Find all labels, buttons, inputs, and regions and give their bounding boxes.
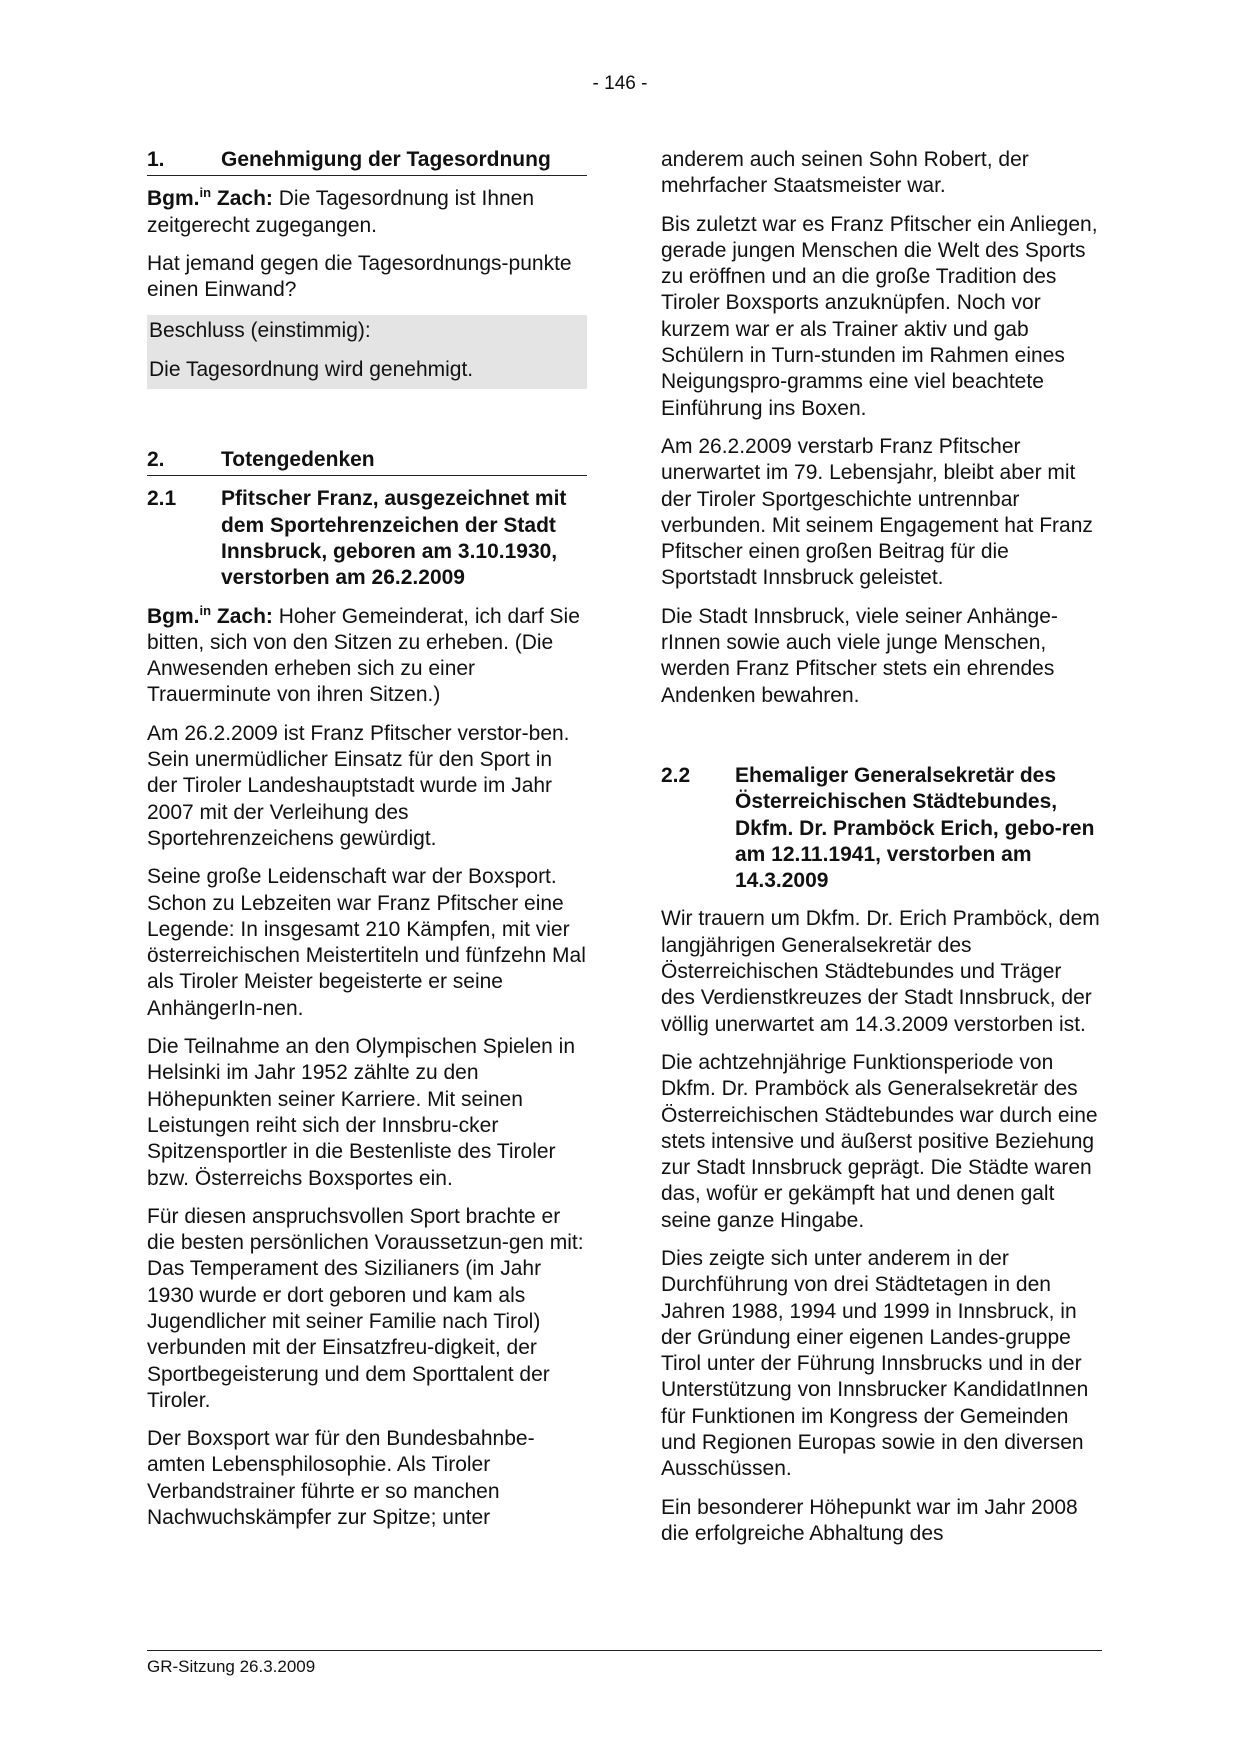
sub1-paragraph-9: Am 26.2.2009 verstarb Franz Pfitscher unerwartet im 79. Lebensjahr, bleibt aber mit der Tiroler Sportgeschichte untrennbar verbunden. Mit seinem Engagement hat Franz Pfitscher einen großen Beitrag für die Sportstadt Innsbruck geleistet. xyxy=(661,434,1093,590)
subsection-2-2-title: Ehemaliger Generalsekretär des Österreichischen Städtebundes, Dkfm. Dr. Pramböck Erich, gebo-ren am 12.11.1941, verstorben am 14.3.2009 xyxy=(735,763,1095,893)
decision-text: Die Tagesordnung wird genehmigt. xyxy=(149,357,474,381)
sub1-paragraph-4: Die Teilnahme an den Olympischen Spielen in Helsinki im Jahr 1952 zählte zu den Höhepunkten seiner Karriere. Mit seinen Leistungen reiht sich der Innsbru-cker Spitzensportler in die Bestenliste des Tiroler bzw. Österreichs Boxsportes ein. xyxy=(147,1035,576,1190)
sub1-paragraph-1: Bgm.$^{in}$ Zach: Hoher Gemeinderat, ich darf Sie bitten, sich von den Sitzen zu erheben. (Die Anwesenden erheben sich zu einer Trauerminute von ihren Sitzen.) xyxy=(147,602,580,707)
section-1-number: 1. xyxy=(147,148,165,171)
section-2-heading xyxy=(147,447,587,476)
sub1-paragraph-2: Am 26.2.2009 ist Franz Pfitscher verstor-ben. Sein unermüdlicher Einsatz für den Sport in der Tiroler Landeshauptstadt wurde im Jahr 2007 mit der Verleihung des Sportehrenzeichens gewürdigt. xyxy=(147,721,570,850)
subsection-2-2-number: 2.2 xyxy=(661,763,691,787)
subsection-2-1-number: 2.1 xyxy=(147,487,177,511)
section-2-title: Totengedenken xyxy=(221,448,375,472)
subsection-2-1-heading xyxy=(147,486,587,591)
footer-rule xyxy=(147,1650,1102,1651)
sub2-paragraph-1: Wir trauern um Dkfm. Dr. Erich Pramböck, dem langjährigen Generalsekretär des Österreichischen Städtebundes und Träger des Verdienstkreuzes der Stadt Innsbruck, der völlig unerwartet am 14.3.2009 verstorben ist. xyxy=(661,907,1100,1036)
decision-box xyxy=(147,315,587,389)
sub1-paragraph-8: Bis zuletzt war es Franz Pfitscher ein Anliegen, gerade jungen Menschen die Welt des Sports zu eröffnen und an die große Tradition des Tiroler Boxsports anzuknüpfen. Noch vor kurzem war er als Trainer aktiv und gab Schülern in Turn-stunden im Rahmen eines Neigungspro-gramms eine viel beachtete Einführung ins Boxen. xyxy=(661,212,1098,420)
right-column xyxy=(661,147,1101,1559)
sub2-paragraph-2: Die achtzehnjährige Funktionsperiode von Dkfm. Dr. Pramböck als Generalsekretär des Österreichischen Städtebundes war durch eine stets intensive und äußerst positive Beziehung zur Stadt Innsbruck geprägt. Die Städte waren das, wofür er gekämpft hat und denen galt seine ganze Hingabe. xyxy=(661,1050,1098,1232)
section-2-number: 2. xyxy=(147,448,165,472)
sub1-paragraph-10: Die Stadt Innsbruck, viele seiner Anhänge-rInnen sowie auch viele junge Menschen, werden Franz Pfitscher stets ein ehrendes Andenken bewahren. xyxy=(661,604,1058,707)
subsection-2-1-title: Pfitscher Franz, ausgezeichnet mit dem Sportehrenzeichen der Stadt Innsbruck, geboren am 3.10.1930, verstorben am 26.2.2009 xyxy=(221,487,567,590)
speaker-label: Bgm.$^{in}$ Zach: xyxy=(147,602,273,628)
sub1-paragraph-7: anderem auch seinen Sohn Robert, der mehrfacher Staatsmeister war. xyxy=(661,148,1029,198)
sub2-paragraph-4: Ein besonderer Höhepunkt war im Jahr 2008 die erfolgreiche Abhaltung des xyxy=(661,1495,1078,1545)
decision-label: Beschluss (einstimmig): xyxy=(149,319,371,343)
footer-text: GR-Sitzung 26.3.2009 xyxy=(147,1657,316,1676)
sub1-paragraph-5: Für diesen anspruchsvollen Sport brachte er die besten persönlichen Voraussetzun-gen mit: Das Temperament des Sizilianers (im Jahr 1930 wurde er dort geboren und kam als Jugendlicher mit seiner Familie nach Tirol) verbunden mit der Einsatzfreu-digkeit, der Sportbegeisterung und dem Sporttalent der Tiroler. xyxy=(147,1204,584,1412)
left-column xyxy=(147,147,587,1543)
sub2-paragraph-3: Dies zeigte sich unter anderem in der Durchführung von drei Städtetagen in den Jahren 1988, 1994 und 1999 in Innsbruck, in der Gründung einer eigenen Landes-gruppe Tirol unter der Führung Innsbrucks und in der Unterstützung von Innsbrucker KandidatInnen für Funktionen im Kongress der Gemeinden und Regionen Europas sowie in den diversen Ausschüssen. xyxy=(661,1246,1089,1481)
section-1-heading xyxy=(147,147,587,176)
subsection-2-2-heading xyxy=(661,763,1101,894)
speaker-label: Bgm.$^{in}$ Zach: xyxy=(147,185,273,211)
section-1-paragraph-2: Hat jemand gegen die Tagesordnungs-punkte einen Einwand? xyxy=(147,251,572,302)
page-number: - 146 - xyxy=(592,73,648,94)
section-1-paragraph-1: Bgm.$^{in}$ Zach: Die Tagesordnung ist Ihnen zeitgerecht zugegangen. xyxy=(147,185,535,237)
section-1-title: Genehmigung der Tagesordnung xyxy=(221,148,551,171)
sub1-paragraph-3: Seine große Leidenschaft war der Boxsport. Schon zu Lebzeiten war Franz Pfitscher eine Legende: In insgesamt 210 Kämpfen, mit vier österreichischen Meistertiteln und fünfzehn Mal als Tiroler Meister begeisterte er seine AnhängerIn-nen. xyxy=(147,865,586,1020)
sub1-paragraph-6: Der Boxsport war für den Bundesbahnbe-amten Lebensphilosophie. Als Tiroler Verbandstrainer führte er so manchen Nachwuchskämpfer zur Spitze; unter xyxy=(147,1427,535,1530)
